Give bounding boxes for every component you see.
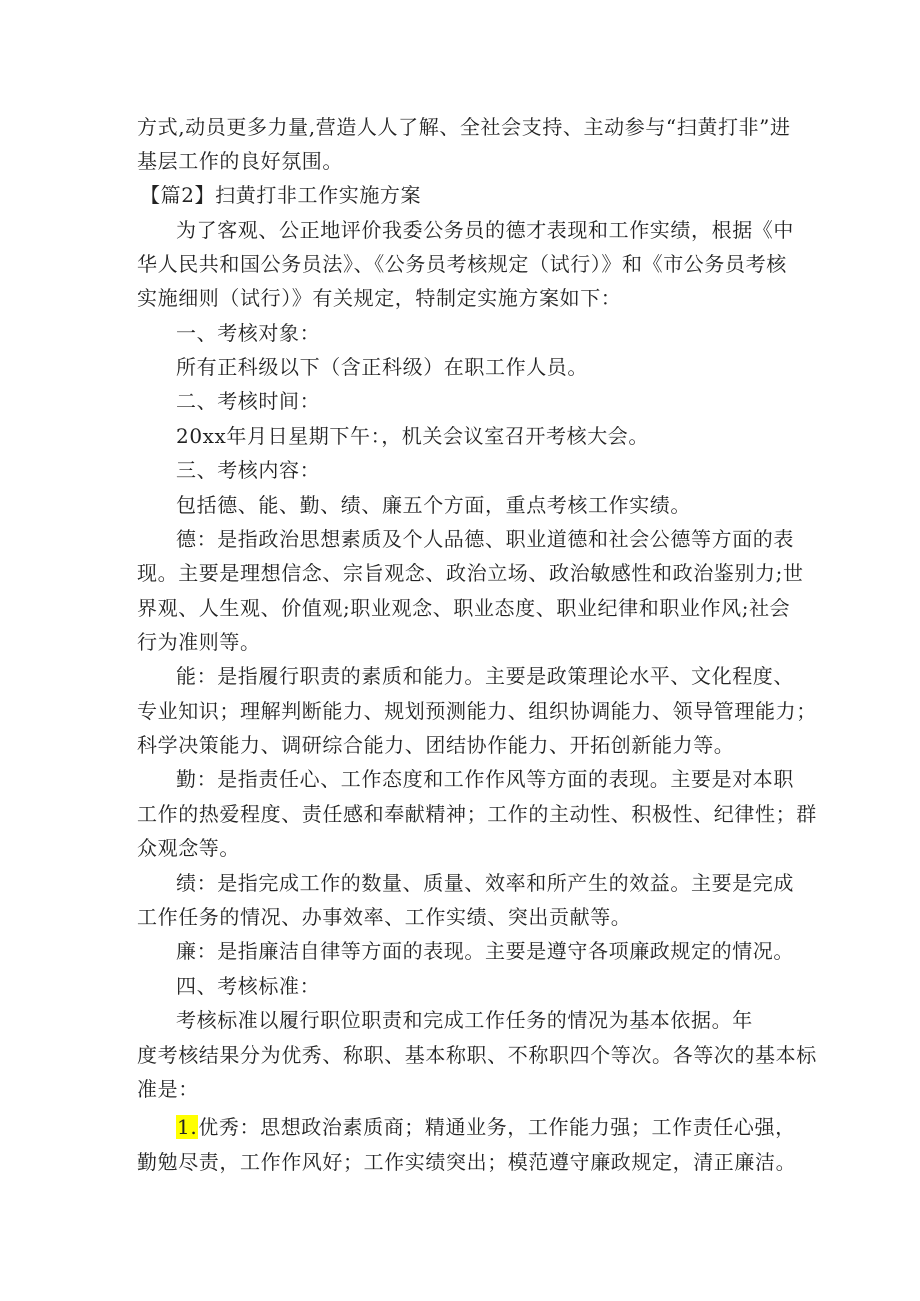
paragraph-line: 度考核结果分为优秀、称职、基本称职、不称职四个等次。各等次的基本标 <box>137 1043 817 1067</box>
paragraph-line: 方式,动员更多力量,营造人人了解、全社会支持、主动参与“扫黄打非”进 <box>137 115 791 139</box>
paragraph-line: 廉：是指廉洁自律等方面的表现。主要是遵守各项廉政规定的情况。 <box>176 939 794 963</box>
paragraph-line: 勤：是指责任心、工作态度和工作作风等方面的表现。主要是对本职 <box>176 767 794 791</box>
heading-line: 三、考核内容： <box>176 458 321 482</box>
paragraph-line: 德：是指政治思想素质及个人品德、职业道德和社会公德等方面的表 <box>176 527 794 551</box>
paragraph-line: 为了客观、公正地评价我委公务员的德才表现和工作实绩，根据《中 <box>176 218 794 242</box>
paragraph-line: 实施细则（试行）》有关规定，特制定实施方案如下： <box>137 286 622 310</box>
paragraph-line: 准是： <box>137 1077 199 1101</box>
heading-line: 四、考核标准： <box>176 974 321 998</box>
paragraph-line: 工作任务的情况、办事效率、工作实绩、突出贡献等。 <box>137 905 632 929</box>
heading-line: 二、考核时间： <box>176 389 321 413</box>
paragraph-line: 现。主要是理想信念、宗旨观念、政治立场、政治敏感性和政治鉴别力;世 <box>137 561 804 585</box>
paragraph-line: 考核标准以履行职位职责和完成工作任务的情况为基本依据。年 <box>176 1008 753 1032</box>
section-title: 【篇2】扫黄打非工作实施方案 <box>140 183 422 207</box>
paragraph-line: 包括德、能、勤、绩、廉五个方面，重点考核工作实绩。 <box>176 493 691 517</box>
heading-line: 一、考核对象： <box>176 321 321 345</box>
paragraph-line: 20xx年月日星期下午：，机关会议室召开考核大会。 <box>176 424 650 448</box>
paragraph-line: 所有正科级以下（含正科级）在职工作人员。 <box>176 355 588 379</box>
paragraph-line: 绩：是指完成工作的数量、质量、效率和所产生的效益。主要是完成 <box>176 871 794 895</box>
paragraph-line: 科学决策能力、调研综合能力、团结协作能力、开拓创新能力等。 <box>137 733 735 757</box>
paragraph-line: 基层工作的良好氛围。 <box>137 149 343 173</box>
paragraph-line: 工作的热爱程度、责任感和奉献精神；工作的主动性、积极性、纪律性；群 <box>137 802 817 826</box>
list-item-1 <box>176 1110 796 1144</box>
paragraph-line: 众观念等。 <box>137 836 240 860</box>
list-item-1-text: 优秀：思想政治素质商；精通业务，工作能力强；工作责任心强， <box>198 1115 796 1139</box>
paragraph-line: 行为准则等。 <box>137 630 261 654</box>
paragraph-line: 华人民共和国公务员法》、《公务员考核规定（试行）》和《市公务员考核 <box>137 252 787 276</box>
paragraph-line: 专业知识；理解判断能力、规划预测能力、组织协调能力、领导管理能力； <box>137 699 817 723</box>
paragraph-line: 勤勉尽责，工作作风好；工作实绩突出；模范遵守廉政规定，清正廉洁。 <box>137 1150 797 1174</box>
paragraph-line: 界观、人生观、价值观;职业观念、职业态度、职业纪律和职业作风;社会 <box>137 596 791 620</box>
paragraph-line: 能：是指履行职责的素质和能力。主要是政策理论水平、文化程度、 <box>176 664 794 688</box>
highlighted-number: 1. <box>177 1115 198 1139</box>
